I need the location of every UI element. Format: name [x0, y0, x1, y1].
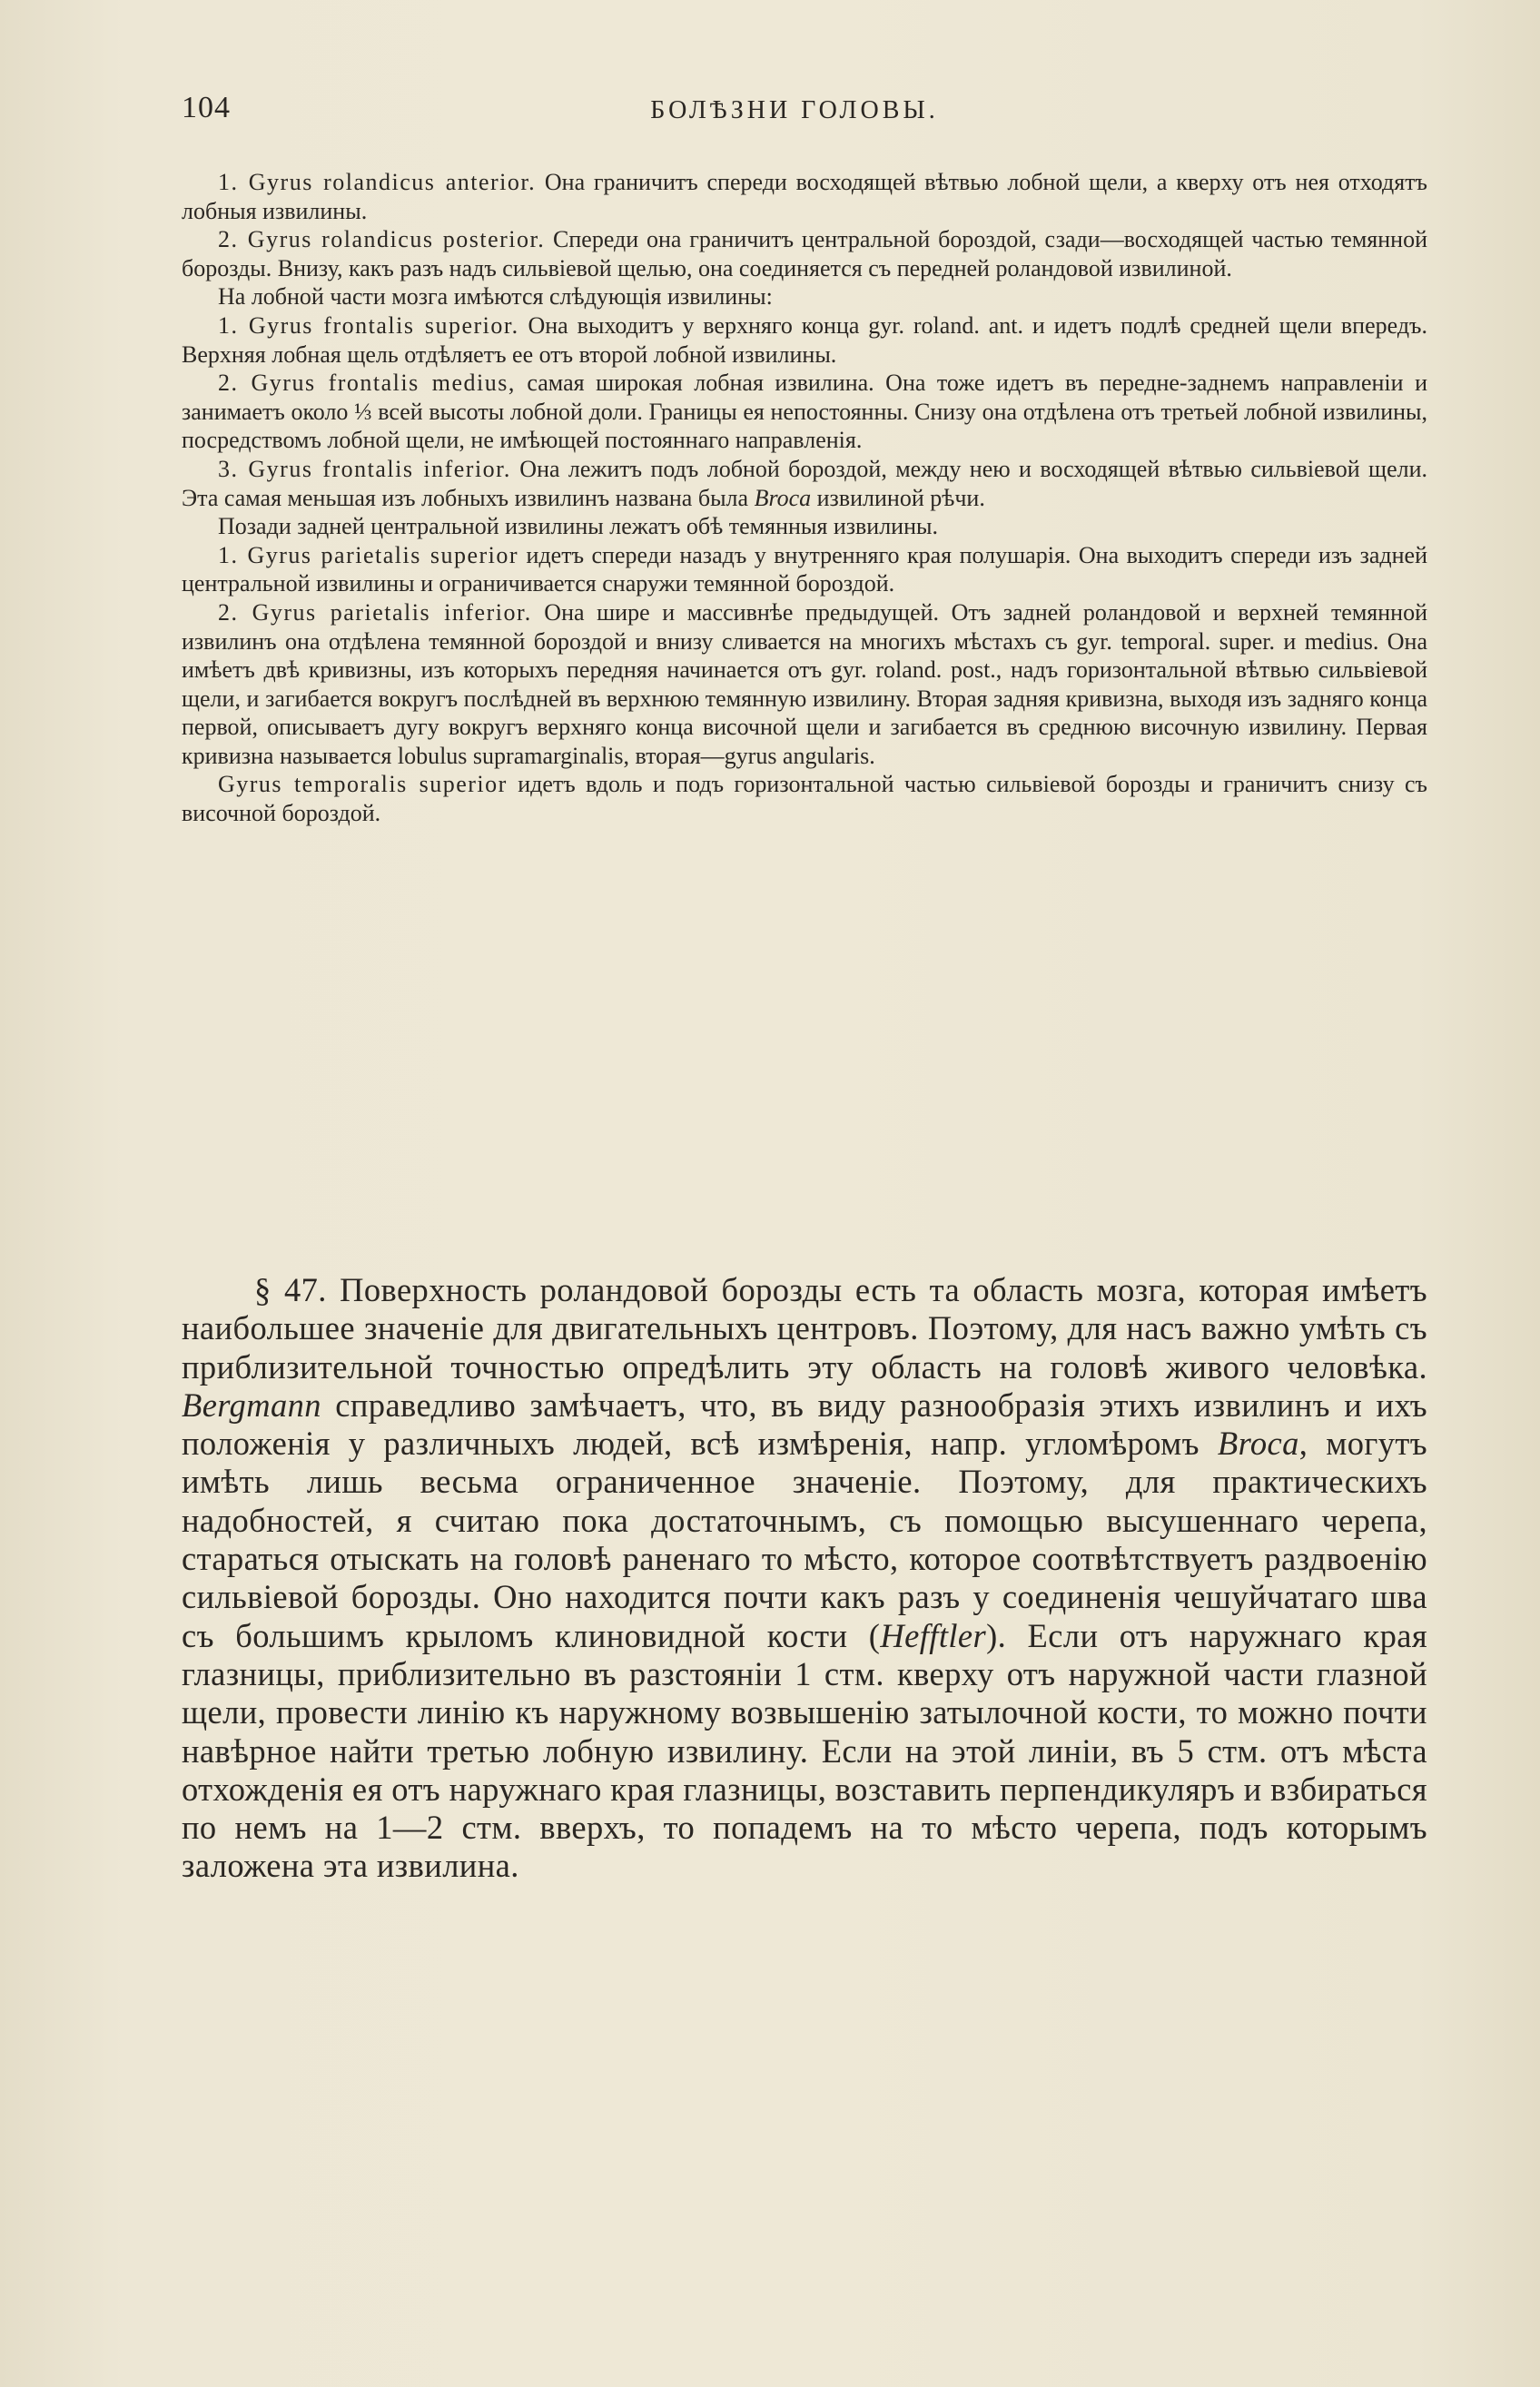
paragraph-text: Она шире и массивнѣе предыдущей. Отъ задней роландовой и верхней темянной извилинъ она отдѣлена темянной бороздой и внизу сливается на многихъ мѣстахъ съ gyr. temporal. super. и medius. Она имѣетъ двѣ кривизны, изъ которыхъ передняя начинается отъ gyr. roland. post., надъ горизонтальной вѣтвью сильвіевой щели, и загибается вокругъ послѣдней въ верхнюю темянную извилину. Вторая задняя кривизна, выходя изъ задняго конца первой, описываетъ дугу вокругъ верхняго конца височной щели и загибается въ среднюю височную извилину. Первая кривизна называется lobulus supramarginalis, вторая—gyrus angularis.	[182, 598, 1428, 769]
latin-term: 2. Gyrus frontalis medius,	[218, 370, 516, 397]
paragraph-gyrus-rolandicus-posterior	[182, 225, 1427, 282]
paragraph-text: , могутъ имѣть лишь весьма ограниченное значеніе. Поэтому, для практическихъ надобностей, я считаю пока достаточнымъ, съ помощью высушеннаго черепа, стараться отыскать на головѣ раненаго то мѣсто, которое соотвѣтствуетъ раздвоенію сильвіевой борозды. Оно находится почти какъ разъ у соединенія чешуйчатаго шва съ большимъ крыломъ клиновидной кости (	[182, 1425, 1428, 1654]
paragraph-text: самая широкая лобная извилина. Она тоже идетъ въ передне-заднемъ направленіи и занимаетъ около ⅓ всей высоты лобной доли. Границы ея непостоянны. Снизу она отдѣлена отъ третьей лобной извилины, посредствомъ лобной щели, не имѣющей постояннаго направленія.	[182, 370, 1427, 454]
page-header	[182, 91, 1407, 136]
paragraph-text: Спереди она граничитъ центральной бороздой, сзади—восходящей частью темянной борозды. Внизу, какъ разъ надъ сильвіевой щелью, она соединяется съ передней роландовой извилиной.	[182, 226, 1428, 281]
page-number: 104	[182, 91, 231, 124]
paragraph-text: Она выходитъ у верхняго конца gyr. roland. ant. и идетъ подлѣ средней щели впередъ. Верхняя лобная щель отдѣляетъ ее отъ второй лобной извилины.	[182, 311, 1427, 368]
paragraph-text: идетъ спереди назадъ у внутренняго края полушарія. Она выходитъ спереди изъ задней центральной извилины и ограничивается снаружи темянной бороздой.	[182, 541, 1427, 597]
small-print-section	[182, 168, 1427, 828]
author-name: Broca	[1217, 1425, 1299, 1463]
paragraph-text: идетъ вдоль и подъ горизонтальной частью сильвіевой борозды и граничитъ снизу съ височной бороздой.	[182, 771, 1427, 827]
latin-term: 2. Gyrus parietalis inferior.	[218, 598, 532, 626]
paragraph-text: § 47. Поверхность роландовой борозды есть та область мозга, которая имѣетъ наибольшее значеніе для двигательныхъ центровъ. Поэтому, для насъ важно умѣть съ приблизительной точностью опредѣлить эту область на головѣ живого человѣка.	[182, 1271, 1427, 1386]
paragraph-gyrus-frontalis-superior	[182, 311, 1427, 369]
paragraph-text: Она лежитъ подъ лобной бороздой, между нею и восходящей вѣтвью сильвіевой щели. Эта самая меньшая изъ лобныхъ извилинъ названа была	[182, 455, 1427, 511]
latin-term: Gyrus temporalis superior	[218, 771, 508, 798]
latin-term: 1. Gyrus parietalis superior	[218, 541, 519, 568]
paragraph-text: извилиной рѣчи.	[811, 484, 985, 511]
paragraph-parietal-intro: Позади задней центральной извилины лежатъ обѣ темянныя извилины.	[218, 513, 938, 540]
latin-term: 1. Gyrus rolandicus anterior.	[218, 169, 537, 195]
paragraph-gyrus-temporalis-superior	[182, 770, 1427, 827]
author-name: Bergmann	[182, 1386, 321, 1424]
running-head: БОЛѢЗНИ ГОЛОВЫ.	[650, 96, 939, 124]
author-name: Hefftler	[880, 1616, 987, 1654]
paragraph-gyrus-rolandicus-anterior	[182, 168, 1427, 225]
latin-term: 1. Gyrus frontalis superior.	[218, 311, 519, 339]
paragraph-text: Она граничитъ спереди восходящей вѣтвью лобной щели, а кверху отъ нея отходятъ лобныя извилины.	[182, 169, 1427, 224]
author-name: Broca	[754, 484, 812, 511]
section-47	[182, 1271, 1427, 1886]
paragraph-text: справедливо замѣчаетъ, что, въ виду разнообразія этихъ извилинъ и ихъ положенія у различныхъ людей, всѣ измѣренія, напр. угломѣромъ	[182, 1386, 1427, 1463]
paragraph-gyrus-frontalis-medius	[182, 369, 1427, 455]
paragraph-gyrus-parietalis-superior	[182, 541, 1427, 598]
paragraph-gyrus-frontalis-inferior	[182, 455, 1427, 512]
latin-term: 3. Gyrus frontalis inferior.	[218, 455, 511, 482]
paragraph-section-47	[182, 1271, 1427, 1886]
paragraph-gyrus-parietalis-inferior	[182, 598, 1427, 771]
latin-term: 2. Gyrus rolandicus posterior.	[218, 226, 546, 253]
paragraph-frontal-intro: На лобной части мозга имѣются слѣдующія извилины:	[218, 283, 773, 311]
paragraph-text: ). Если отъ наружнаго края глазницы, приблизительно въ разстояніи 1 стм. кверху отъ наружной части глазной щели, провести линію къ наружному возвышенію затылочной кости, то можно почти навѣрное найти третью лобную извилину. Если на этой линіи, въ 5 стм. отъ мѣста отхожденія ея отъ наружнаго края глазницы, возставить перпендикуляръ и взбираться по немъ на 1—2 стм. вверхъ, то попадемъ на то мѣсто черепа, подъ которымъ заложена эта извилина.	[182, 1616, 1428, 1885]
